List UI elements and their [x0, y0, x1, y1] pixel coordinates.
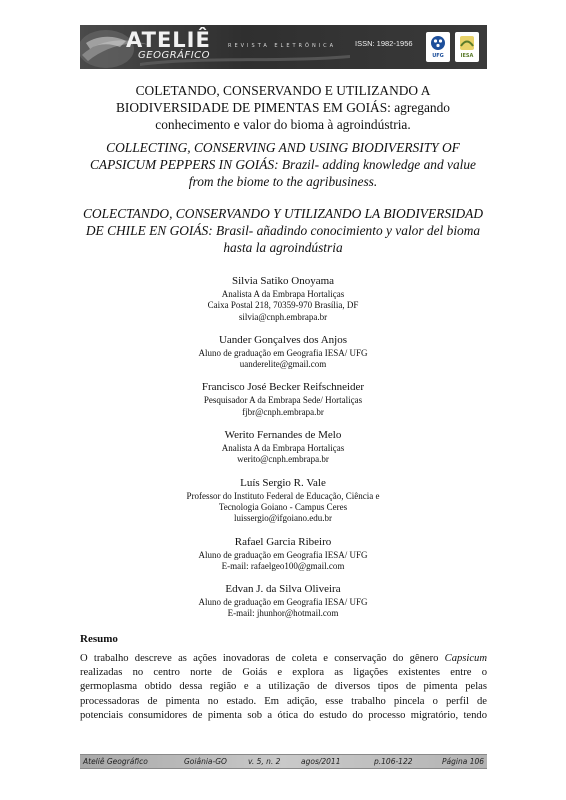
title-pt-line: conhecimento e valor do bioma à agroindústria. [155, 117, 411, 132]
title-en-line: COLLECTING, CONSERVING AND USING BIODIVERSITY OF [106, 140, 460, 155]
footer-volume: v. 5, n. 2 [248, 757, 281, 766]
author-name: Uander Gonçalves dos Anjos [218, 333, 347, 346]
iesa-logo [455, 32, 479, 62]
author-name: Silvia Satiko Onoyama [231, 275, 335, 287]
title-en-line: from the biome to the agribusiness. [188, 174, 378, 189]
author-address: Caixa Postal 218, 70359-970 Brasília, DF [207, 300, 359, 311]
footer-page-number: Página 106 [442, 757, 485, 766]
author-affiliation: Aluno de graduação em Geografia IESA/ UFG [198, 347, 368, 358]
author-entry [60, 275, 506, 323]
brand-subtitle: GEOGRÁFICO [138, 50, 211, 61]
ufg-emblem-icon [430, 35, 446, 51]
title-pt-line: COLETANDO, CONSERVANDO E UTILIZANDO A [135, 83, 431, 98]
author-entry [60, 381, 506, 418]
author-affiliation: Professor do Instituto Federal de Educação, Ciência e [186, 490, 380, 501]
author-affiliation: Pesquisador A da Embrapa Sede/ Hortaliças [203, 395, 363, 406]
abstract-body [80, 652, 487, 723]
author-affiliation: Analista A da Embrapa Hortaliças [221, 289, 345, 299]
author-entry [60, 477, 506, 525]
footer-date: agos/2011 [301, 757, 341, 766]
footer-pages: p.106-122 [374, 757, 413, 766]
author-entry [60, 536, 506, 573]
author-list [60, 275, 506, 631]
author-name: Luís Sergio R. Vale [240, 476, 326, 489]
brand-tagline: REVISTA ELETRÔNICA [228, 43, 337, 49]
author-affiliation: Analista A da Embrapa Hortaliças [221, 443, 345, 454]
author-name: Francisco José Becker Reifschneider [201, 381, 365, 394]
title-en-line: CAPSICUM PEPPERS IN GOIÁS: Brazil- adding knowledge and value [89, 157, 477, 172]
author-email: luissergio@ifgoiano.edu.br [233, 513, 333, 524]
title-es-line: hasta la agroindústria [223, 240, 343, 255]
author-name: Edvan J. da Silva Oliveira [225, 583, 341, 596]
author-email: uanderelite@gmail.com [239, 359, 327, 370]
title-es-line: DE CHILE EN GOIÁS: Brasil- añadindo conocimiento y valor del bioma [85, 223, 481, 238]
abstract-heading: Resumo [80, 633, 118, 645]
author-email: werito@cnph.embrapa.br [237, 454, 329, 465]
author-email: fjbr@cnph.embrapa.br [242, 406, 324, 417]
iesa-emblem-icon [459, 35, 475, 51]
abstract-line: realizadas no centro norte de Goiás e explora as ligações existentes entre o [80, 667, 487, 679]
ufg-logo [426, 32, 450, 62]
author-name: Werito Fernandes de Melo [224, 429, 342, 442]
ufg-logo-text: UFG [432, 53, 444, 59]
author-entry [60, 429, 506, 466]
footer-city: Goiânia-GO [184, 757, 227, 766]
page-footer [80, 754, 487, 769]
author-entry [60, 334, 506, 371]
title-portuguese [70, 82, 496, 133]
iesa-logo-text: IESA [460, 53, 474, 59]
abstract-line: potenciais consumidores de pimenta sob a ótica do estudo do processo migratório, tendo [80, 709, 487, 721]
brand-title: ATELIÊ [126, 28, 211, 52]
title-english [70, 139, 496, 190]
journal-header-banner [80, 25, 487, 69]
author-name: Rafael Garcia Ribeiro [234, 535, 332, 548]
author-email: E-mail: rafaelgeo100@gmail.com [221, 560, 345, 571]
abstract-line: germoplasma obtido dessa região e a utilização de diversos tipos de pimenta pelas [80, 681, 487, 693]
author-email: silvia@cnph.embrapa.br [238, 311, 328, 322]
author-affiliation: Aluno de graduação em Geografia IESA/ UFG [198, 549, 368, 560]
title-spanish [70, 205, 496, 256]
author-affiliation: Tecnologia Goiano - Campus Ceres [218, 501, 348, 512]
footer-journal: Ateliê Geográfico [83, 757, 148, 766]
title-es-line: COLECTANDO, CONSERVANDO Y UTILIZANDO LA BIODIVERSIDAD [83, 206, 483, 221]
issn-label: ISSN: 1982-1956 [355, 39, 413, 48]
abstract-line: O trabalho descreve as ações inovadoras de coleta e conservação do gênero Capsicum [80, 653, 487, 664]
author-entry [60, 583, 506, 620]
author-email: E-mail: jhunhor@hotmail.com [227, 608, 339, 619]
author-affiliation: Aluno de graduação em Geografia IESA/ UFG [198, 597, 368, 608]
abstract-line: processadoras de pimenta no estado. Em adição, esse trabalho pincela o perfil de [80, 695, 487, 707]
title-pt-line: BIODIVERSIDADE DE PIMENTAS EM GOIÁS: agregando [115, 100, 451, 115]
